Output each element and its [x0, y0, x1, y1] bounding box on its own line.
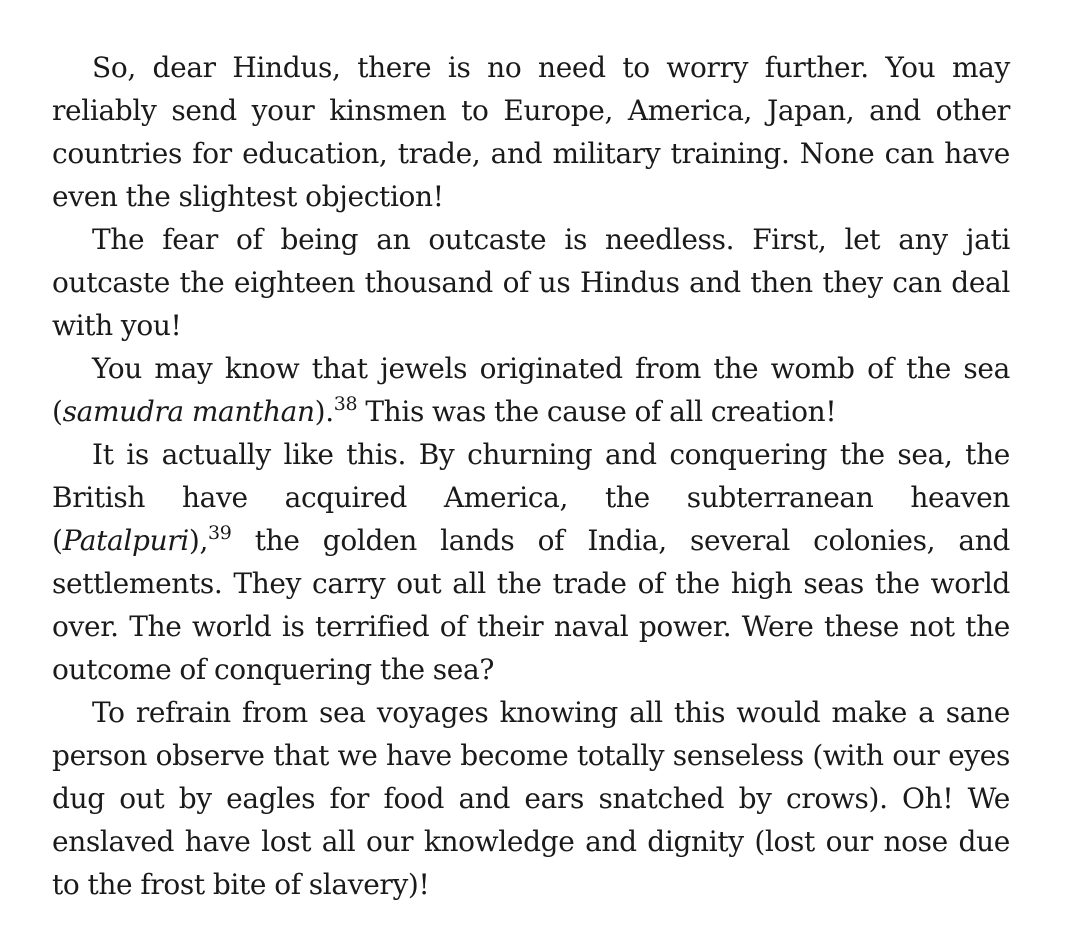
- paragraph-5: [52, 691, 1010, 906]
- footnote-ref-39[interactable]: 39: [208, 522, 232, 544]
- paragraph-4-text-a: It is actually like this. By churning and conquering the sea, the British have acquired America, the subterranean heaven (: [52, 438, 1010, 557]
- paragraph-1: [52, 46, 1010, 218]
- paragraph-2-text: The fear of being an outcaste is needless. First, let any jati outcaste the eighteen thousand of us Hindus and then they can deal with you!: [52, 223, 1010, 342]
- paragraph-3: [52, 347, 1010, 433]
- term-patalpuri: Patalpuri: [62, 524, 189, 557]
- paragraph-4-text-c: the golden lands of India, several colonies, and settlements. They carry out all the trade of the high seas the world over. The world is terrified of their naval power. Were these not the outcome of conquering the sea?: [52, 524, 1010, 686]
- paragraph-4-text-b: ),: [188, 524, 209, 557]
- paragraph-2: [52, 218, 1010, 347]
- paragraph-4: [52, 433, 1010, 691]
- paragraph-3-text-a: You may know that jewels originated from the womb of the sea (: [52, 352, 1010, 428]
- paragraph-5-text: To refrain from sea voyages knowing all this would make a sane person observe that we have become totally senseless (with our eyes dug out by eagles for food and ears snatched by crows). Oh! We enslaved have lost all our knowledge and dignity (lost our nose due to the frost bite of slavery)!: [52, 696, 1010, 901]
- document-page: [52, 46, 1010, 906]
- footnote-ref-38[interactable]: 38: [333, 393, 358, 415]
- paragraph-3-text-b: ).: [314, 395, 334, 428]
- paragraph-3-text-c: This was the cause of all creation!: [357, 395, 837, 428]
- term-samudra-manthan: samudra manthan: [62, 395, 315, 428]
- paragraph-1-text: So, dear Hindus, there is no need to worry further. You may reliably send your kinsmen to Europe, America, Japan, and other countries for education, trade, and military training. None can have even the slightest objection!: [52, 51, 1010, 213]
